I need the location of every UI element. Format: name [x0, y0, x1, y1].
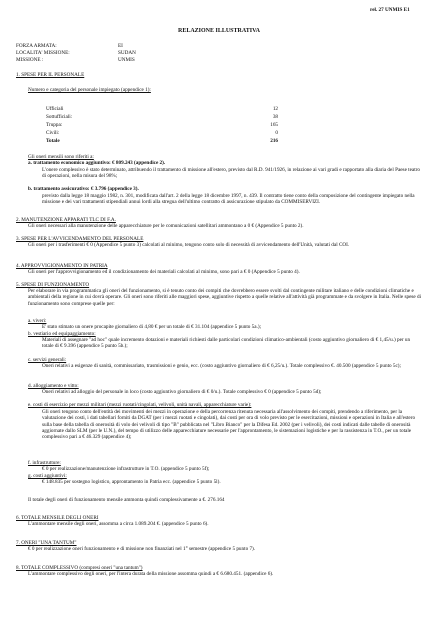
- header-value-localita: SUDAN: [118, 50, 136, 56]
- section-8-heading: 8. TOTALE COMPLESSIVO (compresi oneri "una tantum"): [16, 565, 143, 571]
- item-5a-text: E' stato stimato un onere procapite giornaliero di 4,80 € per un totale di € 31.104 (appendice 5 punto 5a.);: [42, 324, 262, 330]
- document-title: RELAZIONE ILLUSTRATIVA: [178, 28, 260, 34]
- personnel-label-truppa: Truppa:: [46, 122, 63, 128]
- item-5e-text: Gli oneri tengono conto dell'entità dei movimenti dei mezzi in operazione e della percorrenza ritenuta necessaria all'assolvimento dei compiti, prendendo a riferimento, per la valutazione dei costi, i dati tabellari forniti da DGAT (per i mezzi ruotati e cingolati), dai costi per ora di volo previsto per le esercitazioni, missioni e operazioni in Italia e all'estero sulla base della tabella di onerosità di volo dei velivoli di tipo "B" pubblicata nel "Libro Bianco" per la Difesa Ed. 2002 (per i velivoli), dei costi indicati dalle tabelle di onerosità aggiornate dallo SLM (per le U.N.), del tempo di utilizzo delle apparecchiature necessarie per l'approntamento, le sistemazioni logistiche e per la rassistenza in T.O., per un totale complessivo pari a € 46.329 (appendice 4);: [42, 409, 416, 441]
- personnel-value-truppa: 165: [270, 122, 278, 128]
- header-value-missione: UNMIS: [118, 57, 135, 63]
- header-label-missione: MISSIONE :: [16, 57, 44, 63]
- personnel-label-civili: Civili:: [46, 130, 60, 136]
- item-5f-text: € 0 per realizzazione/manutenzione infrastrutture in T.O. (appendice 5 punto 5f);: [42, 466, 210, 472]
- item-5d-title: d. alloggiamento e vitto:: [28, 383, 79, 389]
- personnel-label-sottufficiali: Sottufficiali:: [46, 114, 73, 120]
- header-label-localita: LOCALITA' MISSIONE:: [16, 50, 70, 56]
- personnel-value-totale: 216: [270, 138, 278, 144]
- personnel-value-sottufficiali: 38: [272, 114, 278, 120]
- personnel-value-ufficiali: 12: [272, 106, 278, 112]
- section-6-heading: 6. TOTALE MENSILE DEGLI ONERI: [16, 515, 99, 521]
- item-1b-title: b. trattamento assicurativo: € 3.796 (appendice 3).: [28, 186, 139, 192]
- section-6-text: L'ammontare mensile degli oneri, assomma a circa 1.089.204 €. (appendice 5 punto 6).: [28, 521, 209, 527]
- section-4-heading: 4. APPROVVIGIONAMENTO IN PATRIA: [16, 263, 108, 269]
- section-2-text: Gli oneri necessari alla manutenzione delle apparecchiature per le comunicazioni satellitari ammontano a 0 € (Appendice 5 punto 2).: [28, 223, 304, 229]
- section-1-heading: 1. SPESE PER IL PERSONALE: [16, 72, 85, 78]
- personnel-label-ufficiali: Ufficiali: [46, 106, 64, 112]
- section-2-heading: 2. MANUTENZIONE APPARATI TLC DI F.A.: [16, 217, 116, 223]
- item-1a-text: L'onere complessivo è stato determinato, attribuendo il trattamento di missione all'estero, previsto dal R.D. 941/1926, in relazione ai vari gradi e rapportato alla diaria del Paese teatro di operazioni, nella misura del 98%;: [42, 167, 420, 180]
- section-4-text: Gli oneri per l'approvvigionamento ed il condizionamento dei materiali calcolati al minimo, sono pari a € 0 (Appendice 5 punto 4).: [28, 269, 300, 275]
- section-5-heading: 5. SPESE DI FUNZIONAMENTO: [16, 282, 90, 288]
- section-3-text: Gli oneri per i trasferimenti € 0 (Appendice 5 punto 3) calcolati al minimo, tengono conto solo di necessità di avvicendamento dell'Unità, valutati dal COI.: [28, 242, 350, 248]
- section-5-intro: Per elaborare in via programmatica gli oneri del funzionamento, si è tenuto conto dei compiti che dovrebbero essere svolti dal contingente militare italiano e delle condizioni climatiche e ambientali della regione in cui dovrà operare. Gli oneri sono riferiti alle maggiori spese, aggiuntive rispetto a quelle relative all'attività già programmate e da svolgere in Italia. Nelle spese di funzionamento sono comprese quelle per:: [28, 288, 422, 307]
- item-1a-title: a. trattamento economico aggiuntivo: € 809.243 (appendice 2).: [28, 160, 166, 166]
- section-5-total: Il totale degli oneri di funzionamento mensile ammonta quindi complessivamente a €. 276.164: [28, 497, 225, 503]
- oneri-intro: Gli oneri mensili sono riferiti a:: [28, 154, 94, 160]
- section-7-text: € 0 per realizzazione oneri funzionamento e di missione non finanziati nel 1° semestre (appendice 5 punto 7).: [28, 546, 256, 552]
- item-5d-text: Oneri relativi ad alloggio del personale in loco (costo aggiuntivo giornaliero di € 0/u.). Totale complessivo € 0 (appendice 5 punto 5d);: [42, 389, 322, 395]
- personnel-value-civili: 0: [275, 130, 278, 136]
- item-5b-title: b. vestiario ed equipaggiamento:: [28, 331, 96, 337]
- item-5c-text: Oneri relativi a esigenze di sanità, commissariato, trasmissioni e genio, ecc. (costo aggiuntivo giornaliero di € 6,25/u.). Totale complessivo €. 40.500 (appendice 5 punto 5c);: [42, 363, 401, 369]
- item-5g-title: g. costi aggiuntivi:: [28, 473, 67, 479]
- document-reference: rel. 27 UNMIS E1: [370, 7, 410, 13]
- header-label-forza: FORZA ARMATA:: [16, 43, 57, 49]
- item-5b-text: Materiali di assegnare "ad hoc" quale incremento dotazioni e materiali richiesti dalle particolari condizioni climatico-ambientali (costo aggiuntivo giornaliero di € 1,45/u.) per un totale di € 9.396 (appendice 5 punto 5b.);: [42, 337, 411, 350]
- item-5c-title: c. servizi generali:: [28, 357, 67, 363]
- item-5a-title: a. viveri:: [28, 318, 47, 324]
- item-5e-title: e. costi di esercizio per mezzi militari (mezzi ruotati/cingolati, velivoli, unità navali, apparecchiature varie):: [28, 402, 252, 408]
- item-1b-text: previsto dalla legge 18 maggio 1982, n. 301, modificata dall'art. 2 della legge 18 dicembre 1997, n. 439. Il contratto tiene conto della composizione del contingente impiegato nella missione e dei vari trattamenti stipendiali annui lordi alla stregua dell'ultimo contratto di assicurazione stipulato da COMMISERVIZI.: [42, 193, 415, 206]
- section-3-heading: 3. SPESE PER L'AVVICENDAMENTO DEL PERSONALE: [16, 236, 144, 242]
- section-1-intro: Numero e categoria del personale impiegato (appendice 1):: [28, 87, 151, 93]
- section-7-heading: 7. ONERI "UNA TANTUM": [16, 540, 77, 546]
- item-5g-text: € 148.835 per sostegno logistico, approntamento in Patria ecc. (appendice 5 punto 5l).: [42, 479, 221, 485]
- section-8-text: L'ammontare complessivo degli oneri, per l'intera durata della missione assomma quindi a € 6.680.451. (appendice 6).: [28, 571, 274, 577]
- item-5f-title: f. infrastrutture:: [28, 460, 61, 466]
- personnel-label-totale: Totale: [46, 138, 60, 144]
- header-value-forza: EI: [118, 43, 123, 49]
